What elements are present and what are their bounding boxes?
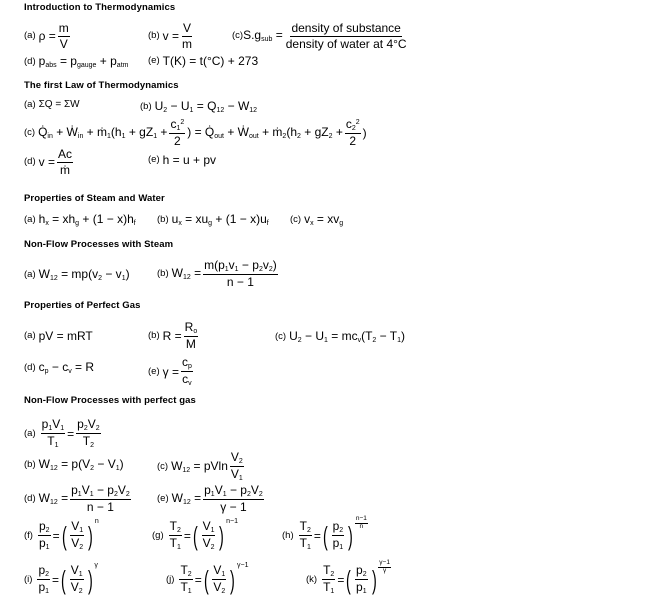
section-steam-process-heading: Non-Flow Processes with Steam (24, 239, 174, 250)
eq-gas-polytropic-work: (d) $W_{12}$ = $\frac{p_1V_1 - p_2V_2}{n - 1}$ (24, 483, 130, 515)
eq-gas-constant: (b) R = $\frac{R_o}{M}$ (148, 320, 198, 352)
eq-wet-internal-energy: (b) $u_x = xu_g + (1 - x)u_f$ (157, 212, 269, 227)
eq-kelvin: (e) T(K) = t(°C) + 273 (148, 54, 259, 68)
eq-wet-volume: (c) $v_x = xv_g$ (290, 212, 344, 227)
eq-gamma: (e) γ = $\frac{c_p}{c_v}$ (148, 355, 192, 388)
section-perfect-gas-heading: Properties of Perfect Gas (24, 300, 141, 311)
eq-steam-const-pressure-work: (a) $W_{12} = mp(v_2 - v_1)$ (24, 267, 130, 282)
section-first-law-heading: The first Law of Thermodynamics (24, 80, 179, 91)
eq-steam-polytropic-work: (b) $W_{12}$ = $\frac{m(p_1v_1 - p_2v_2)}{n - 1}$ (157, 258, 277, 290)
section-intro-heading: Introduction to Thermodynamics (24, 2, 176, 13)
sg-numerator: density of substance (291, 21, 401, 35)
eq-gas-const-pressure-work: (b) $W_{12} = p(V_2 - V_1)$ (24, 457, 124, 472)
eq-adiabatic-pv: (i) $\frac{p_2}{p_1}$ = ( $V_1$ $V_2$ ) γ (24, 562, 98, 596)
eq-polytropic-pv: (f) $\frac{p_2}{p_1}$ = ( $V_1$ $V_2$ ) n (24, 518, 99, 552)
eq-adiabatic-tp: (k) $\frac{T_2}{T_1}$ = ( $p_2$ $p_1$ ) γ−1 γ (306, 559, 390, 596)
eq-adiabatic-tv: (j) $\frac{T_2}{T_1}$ = ( $V_1$ $V_2$ ) γ−1 (166, 562, 249, 596)
section-gas-process-heading: Non-Flow Processes with perfect gas (24, 395, 196, 406)
eq-sfee: (c) $Q̇_{in}$ + Ẇ$_{in}$ + $ṁ_1(h_1 + gZ_1$ + $\frac{c_1^2}{2}$ ) = $Q̇_{out}$ + Ẇ$_{out}$ + $ṁ_2(h_2 + gZ_2$ + $\frac{c_2^2}{2}$ ) (24, 117, 367, 149)
eq-polytropic-tp: (h) $\frac{T_2}{T_1}$ = ( $p_2$ $p_1$ ) n−1 n (282, 515, 367, 552)
eq-isothermal-work: (c) $W_{12} = pVln$ $V_2$ $V_1$ (157, 450, 243, 483)
eq-mayer: (d) $c_p - c_v = R$ (24, 360, 95, 375)
sg-denominator: density of water at 4°C (285, 36, 407, 51)
section-steam-heading: Properties of Steam and Water (24, 193, 165, 204)
eq-internal-energy-change: (c) $U_2 - U_1 = mc_v(T_2 - T_1)$ (275, 329, 406, 344)
eq-specific-gravity: (c) $S.g_{sub}$ = density of substance density of water at 4°C (232, 21, 407, 51)
eq-general-gas-law: (a) $\frac{p_1V_1}{T_1}$ = $\frac{p_2V_2}{T_2}$ (24, 417, 100, 450)
eq-density: (a) ρ = $\frac{m}{V}$ (24, 21, 69, 51)
eq-specific-volume: (b) v = $\frac{V}{m}$ (148, 21, 192, 51)
eq-enthalpy: (e) h = u + pv (148, 153, 216, 167)
eq-cycle: (a) ΣQ = ΣW (24, 99, 80, 111)
eq-nfee: (b) $U_2 - U_1 = Q_{12} - W_{12}$ (140, 99, 258, 114)
eq-ideal-gas: (a) pV = mRT (24, 329, 93, 343)
eq-adiabatic-work: (e) $W_{12}$ = $\frac{p_1V_1 - p_2V_2}{\gamma - 1}$ (157, 483, 263, 515)
eq-wet-enthalpy: (a) $h_x = xh_g + (1 - x)h_f$ (24, 212, 136, 227)
eq-continuity: (d) v = $\frac{Ac}{\text{ṁ}}$ (24, 147, 72, 177)
eq-absolute-pressure: (d) $p_{abs} = p_{gauge} + p_{atm}$ (24, 54, 129, 69)
eq-polytropic-tv: (g) $\frac{T_2}{T_1}$ = ( $V_1$ $V_2$ ) n−1 (152, 518, 239, 552)
